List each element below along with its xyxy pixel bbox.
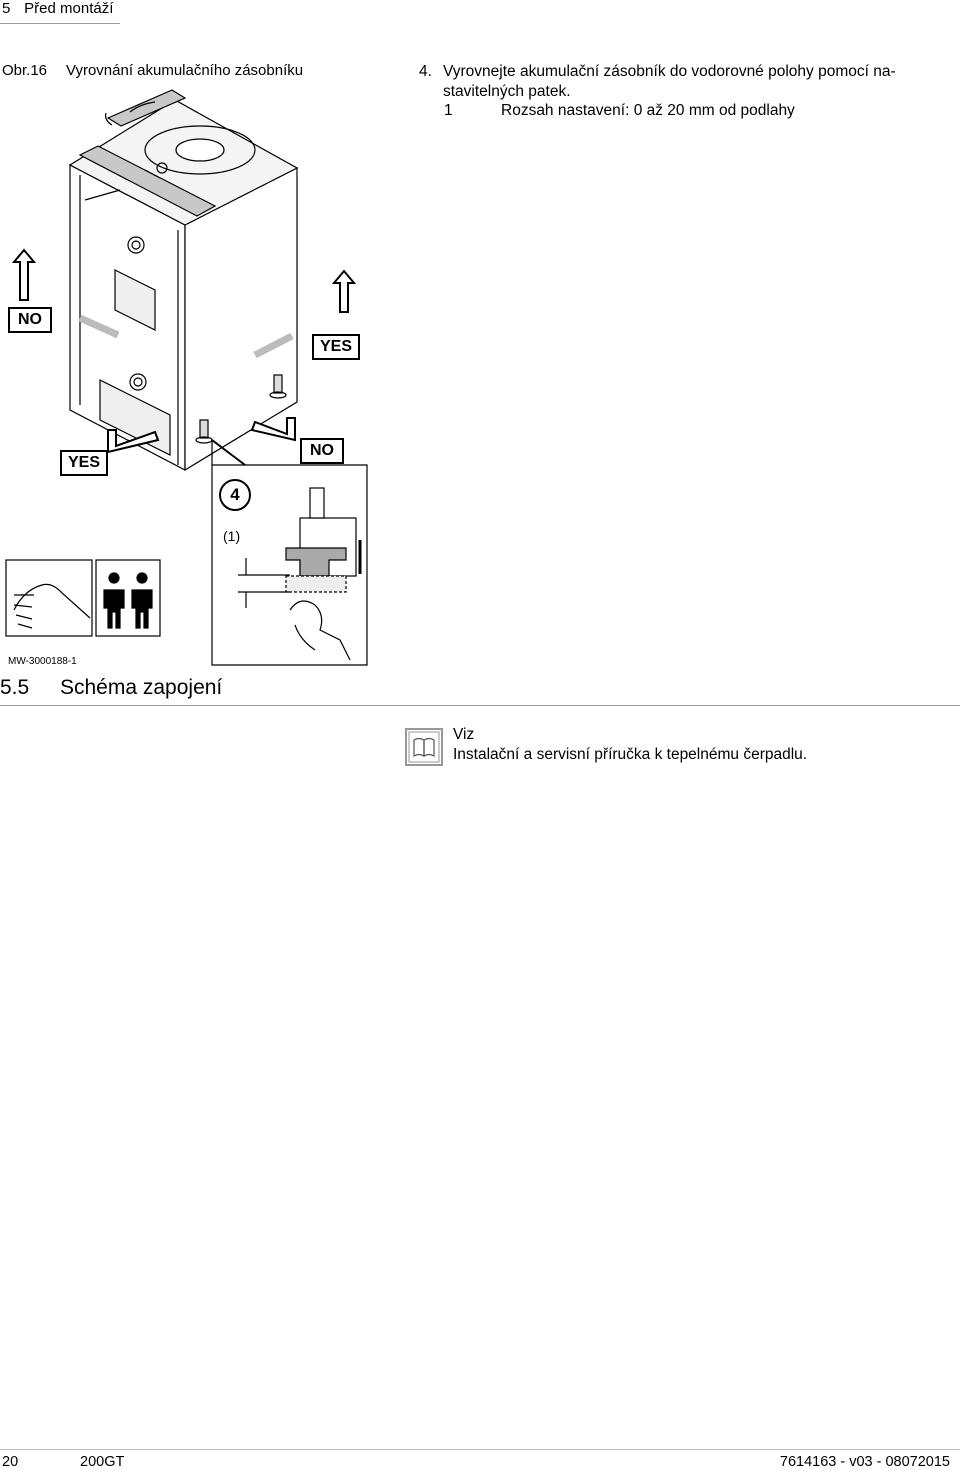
tag-yes-bottom: YES xyxy=(60,450,108,476)
page-number: 20 xyxy=(2,1454,19,1470)
arrow-no-left-icon xyxy=(14,250,34,300)
running-header xyxy=(2,0,113,17)
arrow-yes-right-icon xyxy=(334,271,354,312)
section-rule xyxy=(0,705,960,706)
figure-code: MW-3000188-1 xyxy=(8,656,77,667)
detail-view xyxy=(212,440,367,665)
section-heading xyxy=(0,676,222,700)
section-number: 5.5 xyxy=(0,676,30,699)
manual-book-icon xyxy=(405,728,443,766)
tag-yes-right: YES xyxy=(312,334,360,360)
legend-key: 1 xyxy=(444,102,453,119)
document-code: 7614163 - v03 - 08072015 xyxy=(779,1454,950,1470)
tank-leveling-illustration xyxy=(0,85,380,675)
footer-rule xyxy=(0,1449,960,1450)
range-label: (1) xyxy=(223,528,241,544)
two-person-icon xyxy=(6,560,160,636)
legend-item xyxy=(444,102,795,120)
figure-label: Obr.16 xyxy=(2,62,48,79)
detail-step-number: 4 xyxy=(219,479,251,511)
figure-title: Vyrovnání akumulačního zásobníku xyxy=(66,62,304,79)
note-text: Instalační a servisní příručka k tepelnému čerpadlu. xyxy=(453,746,808,763)
chapter-title: Před montáží xyxy=(24,0,114,17)
tag-no-bottom: NO xyxy=(300,438,344,464)
section-title: Schéma zapojení xyxy=(60,676,223,699)
step-number: 4. xyxy=(419,63,432,80)
reference-note xyxy=(453,725,807,765)
tag-no-left: NO xyxy=(8,307,52,333)
note-title: Viz xyxy=(453,726,475,743)
figure-caption xyxy=(2,62,303,79)
product-name: 200GT xyxy=(80,1454,125,1470)
step-instruction xyxy=(419,62,949,102)
legend-text: Rozsah nastavení: 0 až 20 mm od podlahy xyxy=(501,102,795,119)
step-text: Vyrovnejte akumulační zásobník do vodorovné polohy pomocí na-stavitelných patek. xyxy=(443,63,896,100)
chapter-number: 5 xyxy=(2,0,11,17)
header-rule xyxy=(0,23,120,24)
